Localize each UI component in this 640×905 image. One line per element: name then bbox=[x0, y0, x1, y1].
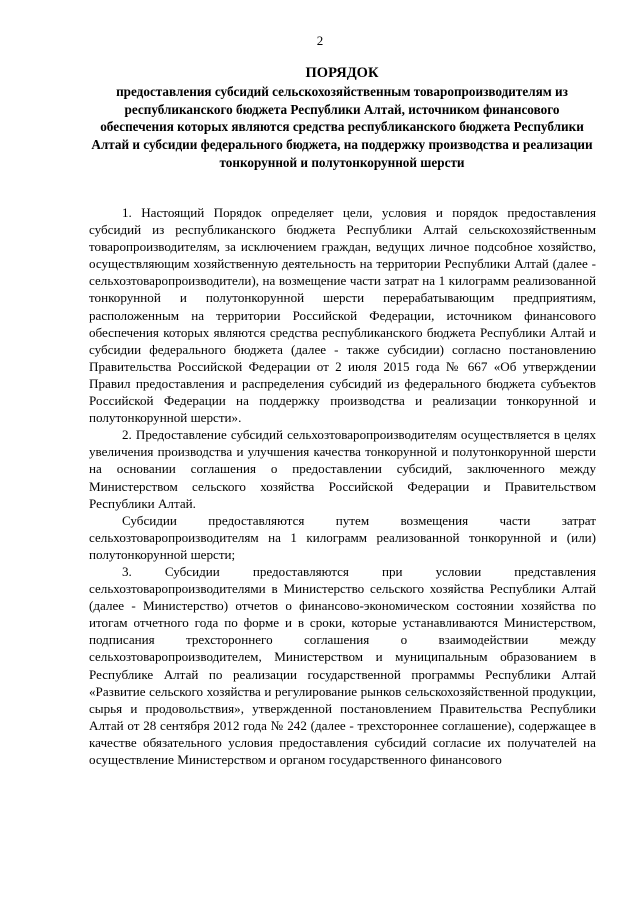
document-subtitle: предоставления субсидий сельскохозяйственным товаропроизводителям из республиканского бюджета Республики Алтай, источником финансового обеспечения которых являются средства республиканского бюджета Республики Алтай и субсидии федерального бюджета, на поддержку производства и реализации тонкорунной и полутонкорунной шерсти bbox=[91, 84, 593, 170]
paragraph-2: 2. Предоставление субсидий сельхозтоваропроизводителям осуществляется в целях увеличения производства и улучшения качества тонкорунной и полутонкорунной шерсти на основании соглашения о предоставлении субсидий, заключенного между Министерством сельского хозяйства Российской Федерации и Правительством Республики Алтай. bbox=[89, 427, 596, 511]
paragraph-3: Субсидии предоставляются путем возмещения части затрат сельхозтоваропроизводителям на 1 килограмм реализованной тонкорунной и (или) полутонкорунной шерсти; bbox=[89, 512, 596, 562]
page-number: 2 bbox=[316, 33, 324, 48]
document-title: ПОРЯДОК bbox=[305, 65, 379, 81]
paragraph-1: 1. Настоящий Порядок определяет цели, условия и порядок предоставления субсидий из республиканского бюджета Республики Алтай сельскохозяйственным товаропроизводителям, за исключением граждан, ведущих личное подсобное хозяйство, осуществляющим хозяйственную деятельность на территории Республики Алтай (далее - сельхозтоваропроизводители), на возмещение части затрат на 1 килограмм реализованной тонкорунной и полутонкорунной шерсти перерабатывающим предприятиям, расположенным на территории Российской Федерации, источником финансового обеспечения которых являются средства республиканского бюджета Республики Алтай и субсидии федерального бюджета (далее - также субсидии) согласно постановлению Правительства Российской Федерации от 2 июля 2015 года № 667 «Об утверждении Правил предоставления и распределения субсидий из федерального бюджета субъектов Российской Федерации на поддержку производства и реализации тонкорунной и полутонкорунной шерсти». bbox=[89, 205, 596, 426]
paragraph-4: 3. Субсидии предоставляются при условии представления сельхозтоваропроизводителями в Министерство сельского хозяйства Республики Алтай (далее - Министерство) отчетов о финансово-экономическом состоянии хозяйства по итогам отчетного года по форме и в сроки, которые устанавливаются Министерством, подписания трехстороннего соглашения о взаимодействии между сельхозтоваропроизводителем, Министерством и муниципальным образованием в Республике Алтай по реализации государственной программы Республики Алтай «Развитие сельского хозяйства и регулирование рынков сельскохозяйственной продукции, сырья и продовольствия», утвержденной постановлением Правительства Республики Алтай от 28 сентября 2012 года № 242 (далее - трехстороннее соглашение), содержащее в качестве обязательного условия предоставления субсидий согласие их получателей на осуществление Министерством и органом государственного финансового bbox=[89, 563, 596, 767]
document-body bbox=[89, 204, 596, 768]
